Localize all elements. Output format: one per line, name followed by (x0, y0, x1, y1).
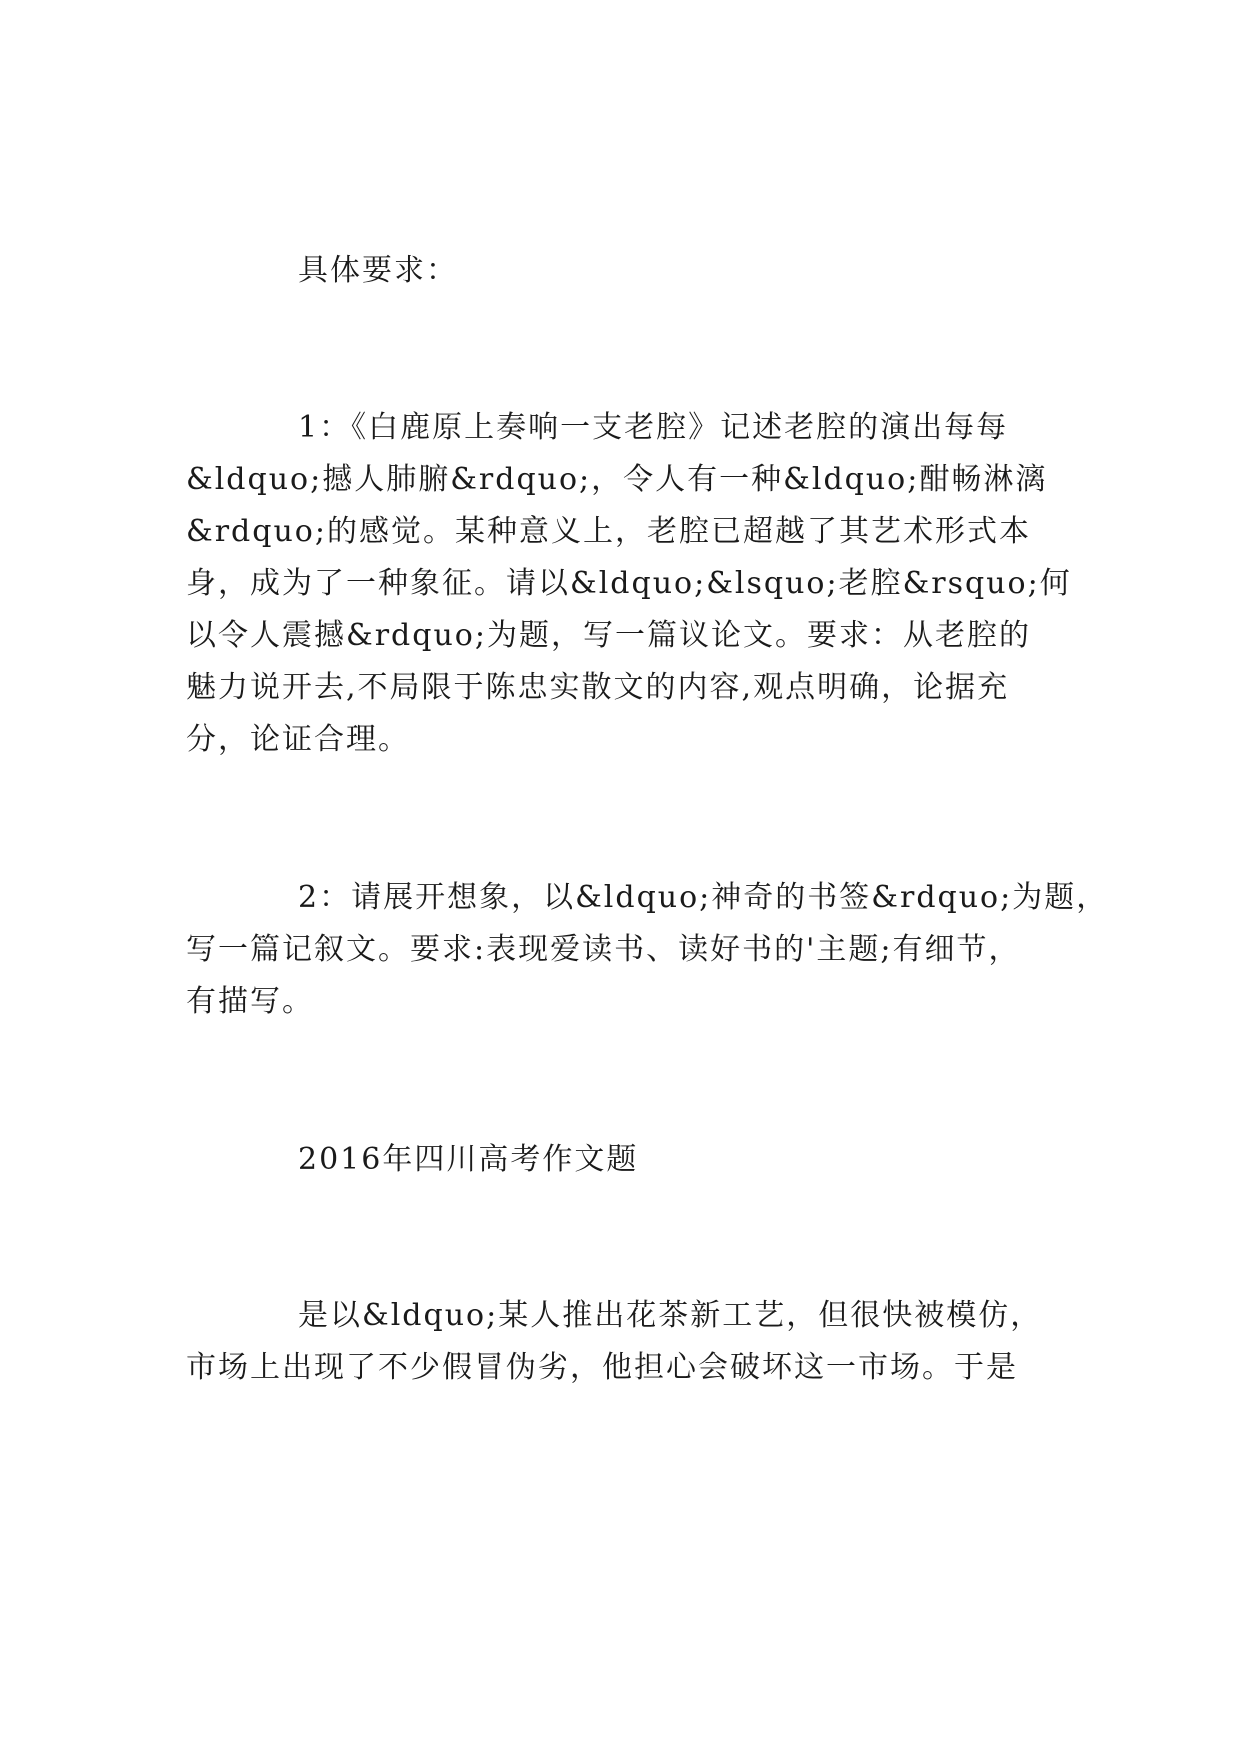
paragraph-line: 2：请展开想象，以&ldquo;神奇的书签&rdquo;为题， (298, 880, 1109, 915)
paragraph-line: 身，成为了一种象征。请以&ldquo;&lsquo;老腔&rsquo;何 (186, 566, 1072, 601)
section-title: 2016年四川高考作文题 (298, 1142, 639, 1177)
paragraph-line: 魅力说开去,不局限于陈忠实散文的内容,观点明确，论据充 (186, 670, 1010, 705)
paragraph-line: 写一篇记叙文。要求:表现爱读书、读好书的'主题;有细节， (186, 932, 1021, 967)
paragraph-line: 是以&ldquo;某人推出花茶新工艺，但很快被模仿， (298, 1298, 1043, 1333)
paragraph-line: 有描写。 (186, 984, 314, 1019)
paragraph-line: 市场上出现了不少假冒伪劣，他担心会破坏这一市场。于是 (186, 1350, 1018, 1385)
paragraph-line: 分，论证合理。 (186, 722, 410, 757)
paragraph-line: &ldquo;撼人肺腑&rdquo;，令人有一种&ldquo;酣畅淋漓 (186, 462, 1048, 497)
paragraph-line: 以令人震撼&rdquo;为题，写一篇议论文。要求：从老腔的 (186, 618, 1031, 653)
heading-requirements: 具体要求： (298, 253, 458, 288)
paragraph-line: 1：《白鹿原上奏响一支老腔》记述老腔的演出每每 (298, 410, 1009, 445)
paragraph-line: &rdquo;的感觉。某种意义上，老腔已超越了其艺术形式本 (186, 514, 1031, 549)
